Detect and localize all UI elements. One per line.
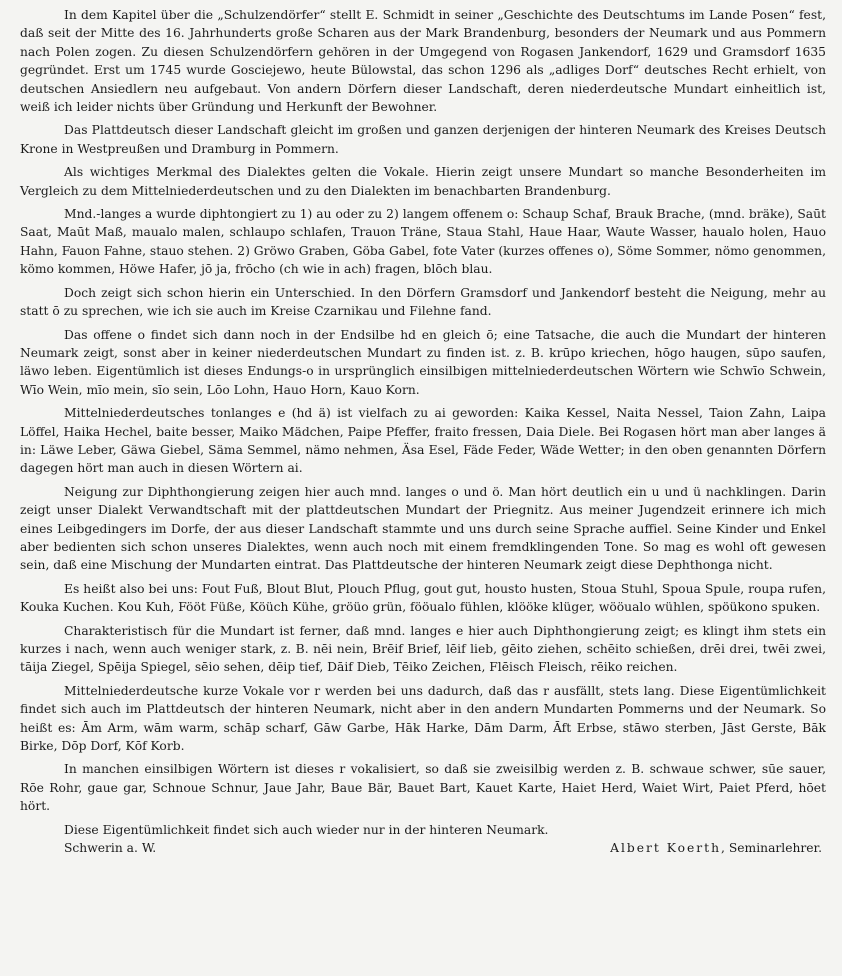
signature-row [20,839,826,857]
paragraph-7: Mittelniederdeutsches tonlanges e (hd ä) ist vielfach zu ai geworden: Kaika Kessel, Naita Nessel, Taion Zahn, Laipa Löffel, Haika Hechel, baite besser, Maiko Mädchen, Paipe Pfeffer, fraito fressen, Daia Diele. Bei Rogasen hört man aber langes ä in: Läwe Leber, Gäwa Giebel, Säma Semmel, nämo nehmen, Äsa Esel, Fäde Feder, Wäde Wetter; in den oben genannten Dörfern dagegen hört man auch in diesen Wörtern ai. [20,406,826,476]
paragraph-8: Neigung zur Diphthongierung zeigen hier auch mnd. langes o und ö. Man hört deutlich ein u und ü nachklingen. Darin zeigt unser Dialekt Verwandtschaft mit der plattdeutschen Mundart der Priegnitz. Aus meiner Jugendzeit erinnere ich mich eines Leibgedingers im Dorfe, der aus dieser Landschaft stammte und uns durch seine Sprache auffiel. Seine Kinder und Enkel aber bedienten sich schon unseres Dialektes, wenn auch noch mit einem fremdklingenden Tone. So mag es wohl oft gewesen sein, daß eine Mischung der Mundarten eintrat. Das Plattdeutsche der hinteren Neumark zeigt diese Dephthonga nicht. [20,484,826,573]
paragraph-9: Es heißt also bei uns: Fout Fuß, Blout Blut, Plouch Pflug, gout gut, housto husten, Stoua Stuhl, Spoua Spule, roupa rufen, Kouka Kuchen. Kou Kuh, Fööt Füße, Köüch Kühe, gröüo grün, fööualo fühlen, klööke klüger, wööualo wühlen, spöükono spuken. [20,581,826,615]
paragraph-4: Mnd.-langes a wurde diphtongiert zu 1) au oder zu 2) langem offenem o: Schaup Schaf, Brauk Brache, (mnd. bräke), Saūt Saat, Maūt Maß, maualo malen, schlaupo schlafen, Trauon Träne, Staua Stahl, Haue Haar, Waute Wasser, haualo holen, Hauo Hahn, Fauon Fahne, stauo stehen. 2) Gröwo Graben, Göba Gabel, fote Vater (kurzes offenes o), Söme Sommer, nömo genommen, kömo kommen, Höwe Hafer, jō ja, frōcho (ch wie in ach) fragen, blōch blau. [20,207,826,277]
paragraph-2: Das Plattdeutsch dieser Landschaft gleicht im großen und ganzen derjenigen der hinteren Neumark des Kreises Deutsch Krone in Westpreußen und Dramburg in Pommern. [20,123,826,156]
closing-line: Diese Eigentümlichkeit findet sich auch wieder nur in der hinteren Neumark. [64,822,549,837]
paragraph-1: In dem Kapitel über die „Schulzendörfer“ stellt E. Schmidt in seiner „Geschichte des Deutschtums im Lande Posen“ fest, daß seit der Mitte des 16. Jahrhunderts große Scharen aus der Mark Brandenburg, besonders der Neumark und aus Pommern nach Polen zogen. Zu diesen Schulzendörfern gehören in der Umgegend von Rogasen Jankendorf, 1629 und Gramsdorf 1635 gegründet. Erst um 1745 wurde Gosciejewo, heute Bülowstal, das schon 1296 als „adliges Dorf“ deutsches Recht erhielt, von deutschen Ansiedlern neu aufgebaut. Von andern Dörfern dieser Landschaft, deren niederdeutsche Mundart einheitlich ist, weiß ich leider nichts über Gründung und Herkunft der Bewohner. [20,8,826,115]
paragraph-6: Das offene o findet sich dann noch in der Endsilbe hd en gleich ō; eine Tatsache, die auch die Mundart der hinteren Neumark zeigt, sonst aber in keiner niederdeutschen Mundart zu finden ist. z. B. krūpo kriechen, hōgo haugen, sūpo saufen, läwo leben. Eigentümlich ist dieses Endungs-o in ursprünglich einsilbigen mittelniederdeutschen Wörtern wie Schwīo Schwein, Wīo Wein, mīo mein, sīo sein, Lōo Lohn, Hauo Horn, Kauo Korn. [20,327,826,397]
paragraph-11: Mittelniederdeutsche kurze Vokale vor r werden bei uns dadurch, daß das r ausfällt, stets lang. Diese Eigentümlichkeit findet sich auch im Plattdeutsch der hinteren Neumark, nicht aber in den andern Mundarten Pommerns und der Neumark. So heißt es: Ām Arm, wām warm, schāp scharf, Gāw Garbe, Hāk Harke, Dām Darm, Āft Erbse, stāwo sterben, Jāst Gerste, Bāk Birke, Dōp Dorf, Kōf Korb. [20,683,826,754]
paragraph-10: Charakteristisch für die Mundart ist ferner, daß mnd. langes e hier auch Diphthongierung zeigt; es klingt ihm stets ein kurzes i nach, wenn auch weniger stark, z. B. nēi nein, Brēif Brief, lēif lieb, gēito ziehen, schēito schießen, drēi drei, twēi zwei, tāija Ziegel, Spēija Spiegel, sēio sehen, dēip tief, Dāif Dieb, Tēiko Zeichen, Flēisch Fleisch, rēiko reichen. [20,623,826,675]
place-date: Schwerin a. W. [64,841,157,856]
paragraph-12: In manchen einsilbigen Wörtern ist dieses r vokalisiert, so daß sie zweisilbig werden z. B. schwaue schwer, sūe sauer, Rōe Rohr, gaue gar, Schnoue Schnur, Jaue Jahr, Baue Bär, Bauet Bart, Kauet Karte, Haiet Herd, Waiet Wirt, Paiet Pferd, hōet hört. [20,762,826,814]
author-title: , Seminarlehrer. [721,841,822,856]
signature [610,839,822,857]
author-name: Albert Koerth [610,841,722,856]
paragraph-5: Doch zeigt sich schon hierin ein Unterschied. In den Dörfern Gramsdorf und Jankendorf besteht die Neigung, mehr au statt ō zu sprechen, wie ich sie auch im Kreise Czarnikau und Filehne fand. [20,285,826,319]
paragraph-3: Als wichtiges Merkmal des Dialektes gelten die Vokale. Hierin zeigt unsere Mundart so manche Besonderheiten im Vergleich zu dem Mittelniederdeutschen und zu den Dialekten im benachbarten Brandenburg. [20,165,826,198]
